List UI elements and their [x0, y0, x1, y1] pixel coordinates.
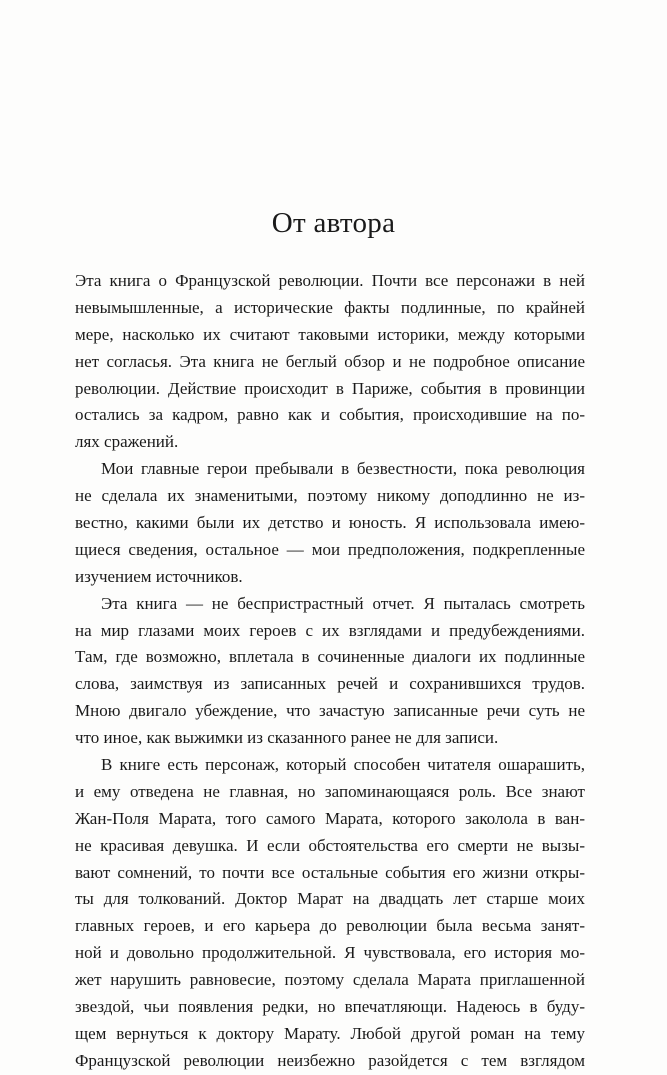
text-line: главных героев, и его карьера до революции была весьма занят- — [75, 916, 585, 936]
text-line: не красивая девушка. И если обстоятельства его смерти не вызы- — [75, 835, 585, 855]
paragraph — [75, 752, 585, 1075]
text-line: остались за кадром, равно как и события, происходившие на по- — [75, 405, 585, 425]
text-line: на мир глазами моих героев с их взглядами и предубеждениями. — [75, 620, 585, 640]
text-line: Мои главные герои пребывали в безвестности, пока революция — [101, 459, 585, 479]
text-line: мере, насколько их считают таковыми историки, между которыми — [75, 324, 585, 344]
text-line: невымышленные, а исторические факты подлинные, по крайней — [75, 297, 585, 317]
text-line: лях сражений. — [75, 432, 179, 452]
text-line: революции. Действие происходит в Париже, события в провинции — [75, 378, 585, 398]
text-line: не сделала их знаменитыми, поэтому никому доподлинно не из- — [75, 486, 585, 506]
text-line: Эта книга — не беспристрастный отчет. Я пыталась смотреть — [101, 593, 585, 613]
text-line: Там, где возможно, вплетала в сочиненные диалоги их подлинные — [75, 647, 585, 667]
text-line: и ему отведена не главная, но запоминающаяся роль. Все знают — [75, 781, 585, 801]
chapter-title: От автора — [271, 207, 396, 239]
paragraph — [75, 591, 585, 752]
text-line: ты для толкований. Доктор Марат на двадцать лет старше моих — [75, 889, 585, 909]
paragraph — [75, 456, 585, 590]
text-line: Эта книга о Французской революции. Почти все персонажи в ней — [75, 271, 585, 290]
text-line: щиеся сведения, остальное — мои предположения, подкрепленные — [75, 539, 585, 559]
text-line: звездой, чьи появления редки, но впечатляющи. Надеюсь в буду- — [75, 997, 585, 1017]
paragraph — [75, 268, 585, 456]
text-line: вают сомнений, то почти все остальные события его жизни откры- — [75, 862, 585, 882]
text-line: Французской революции неизбежно разойдется с тем взглядом — [75, 1050, 585, 1070]
text-line: изучением источников. — [75, 566, 243, 586]
text-line: вестно, какими были их детство и юность. Я использовала имею- — [75, 513, 585, 533]
text-line: Мною двигало убеждение, что зачастую записанные речи суть не — [75, 701, 585, 721]
text-line: В книге есть персонаж, который способен читателя ошарашить, — [101, 755, 585, 775]
text-line: щем вернуться к доктору Марату. Любой другой роман на тему — [75, 1023, 585, 1043]
text-line: жет нарушить равновесие, поэтому сделала Марата приглашенной — [75, 970, 585, 990]
text-line: слова, заимствуя из записанных речей и сохранившихся трудов. — [75, 674, 585, 694]
text-line: Жан-Поля Марата, того самого Марата, которого заколола в ван- — [75, 808, 585, 828]
text-line: ной и довольно продолжительной. Я чувствовала, его история мо- — [75, 943, 585, 963]
body-text — [75, 268, 585, 1075]
text-line: нет согласья. Эта книга не беглый обзор и не подробное описание — [75, 351, 585, 371]
text-line: что иное, как выжимки из сказанного ранее не для записи. — [75, 728, 499, 748]
